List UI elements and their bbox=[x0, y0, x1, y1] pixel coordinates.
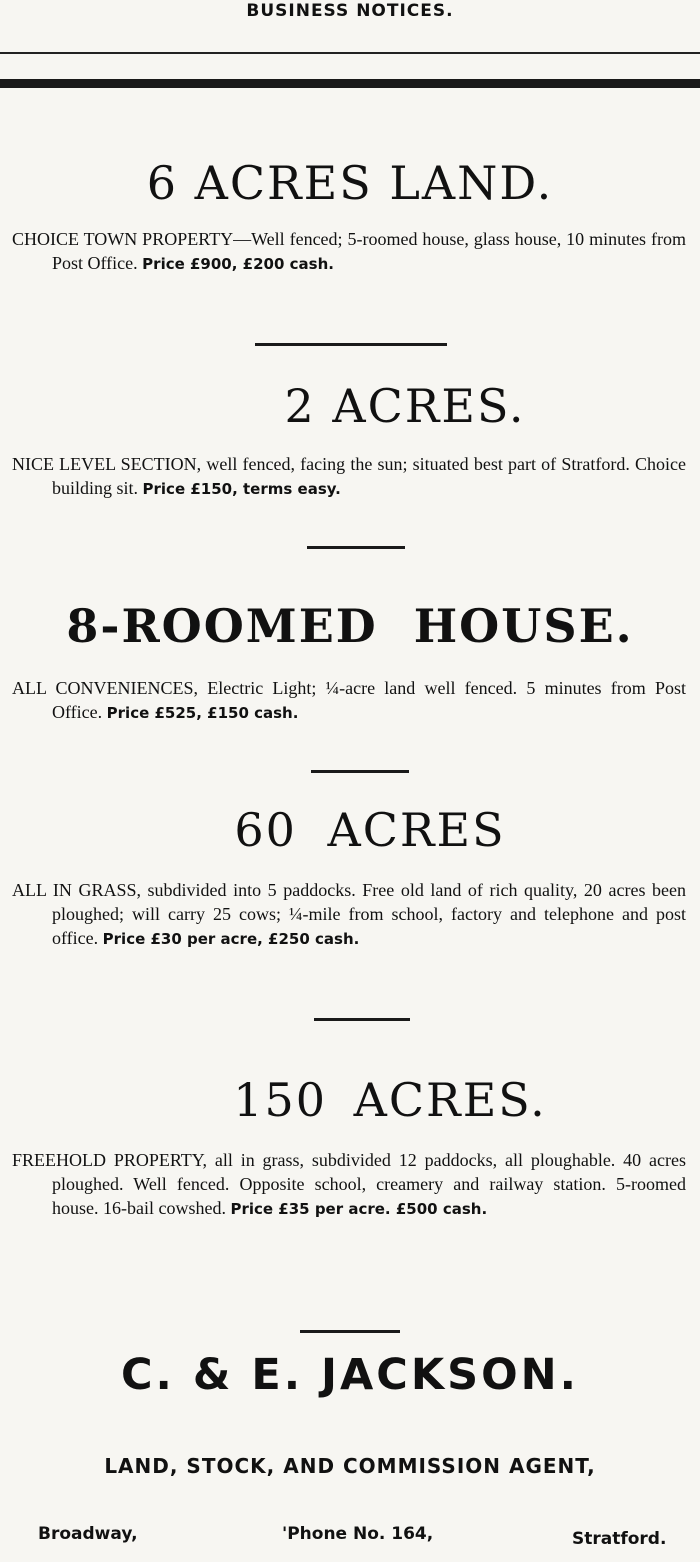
listing-price: Price £30 per acre, £250 cash. bbox=[102, 930, 360, 948]
listing-body bbox=[0, 676, 700, 725]
listing-headline: 2 ACRES. bbox=[284, 379, 526, 433]
listing-60-acres bbox=[0, 802, 700, 951]
firm-address: Broadway, bbox=[38, 1524, 138, 1544]
firm-name: C. & E. JACKSON. bbox=[120, 1350, 579, 1400]
listing-body bbox=[0, 878, 700, 951]
listing-headline: 8-ROOMED HOUSE. bbox=[66, 599, 634, 653]
listing-headline: 60 ACRES bbox=[234, 803, 506, 857]
section-divider bbox=[255, 343, 447, 346]
firm-phone: 'Phone No. 164, bbox=[282, 1524, 434, 1544]
section-divider bbox=[314, 1018, 410, 1021]
listing-text: Electric Light; ¼-acre land well fenced. 5 minutes from Post Office. bbox=[52, 678, 686, 722]
listing-price: Price £525, £150 cash. bbox=[106, 704, 299, 722]
section-divider bbox=[311, 770, 409, 773]
listing-lead: NICE LEVEL SECTION, bbox=[12, 454, 202, 474]
listing-body bbox=[0, 227, 700, 276]
listing-text: —Well fenced; 5-roomed house, glass house, 10 minutes from Post Office. bbox=[52, 229, 686, 273]
page-header bbox=[0, 0, 700, 30]
header-rule-thick bbox=[0, 79, 700, 88]
listing-2-acres bbox=[0, 378, 700, 501]
firm-town: Stratford. bbox=[572, 1529, 667, 1549]
section-divider bbox=[307, 546, 405, 549]
section-title: BUSINESS NOTICES. bbox=[246, 1, 454, 21]
listing-lead: CHOICE TOWN PROPERTY bbox=[12, 229, 234, 249]
listing-150-acres bbox=[0, 1072, 700, 1221]
listing-lead: ALL CONVENIENCES, bbox=[12, 678, 199, 698]
firm-tagline: LAND, STOCK, AND COMMISSION AGENT, bbox=[104, 1454, 596, 1478]
listing-headline: 150 ACRES. bbox=[233, 1073, 547, 1127]
section-divider bbox=[300, 1330, 400, 1333]
listing-price: Price £900, £200 cash. bbox=[142, 255, 334, 273]
listing-headline: 6 ACRES LAND. bbox=[146, 156, 554, 210]
listing-body bbox=[0, 452, 700, 501]
listing-text: all in grass, subdivided 12 paddocks, all ploughable. 40 acres ploughed. Well fenced. Opposite school, creamery and railway station. 5-roomed house. 16-bail cowshed. bbox=[52, 1150, 686, 1218]
listing-price: Price £150, terms easy. bbox=[142, 480, 341, 498]
listing-text: well fenced, facing the sun; situated best part of Stratford. Choice building sit. bbox=[52, 454, 686, 498]
listing-body bbox=[0, 1148, 700, 1221]
listing-lead: ALL IN GRASS, bbox=[12, 880, 141, 900]
listing-price: Price £35 per acre. £500 cash. bbox=[230, 1200, 488, 1218]
listing-6-acres bbox=[0, 155, 700, 276]
listing-8-roomed-house bbox=[0, 598, 700, 725]
header-rule-thin bbox=[0, 52, 700, 54]
listing-lead: FREEHOLD PROPERTY, bbox=[12, 1150, 207, 1170]
listing-text: subdivided into 5 paddocks. Free old land of rich quality, 20 acres been ploughed; will carry 25 cows; ¼-mile from school, factory and telephone and post office. bbox=[52, 880, 686, 948]
